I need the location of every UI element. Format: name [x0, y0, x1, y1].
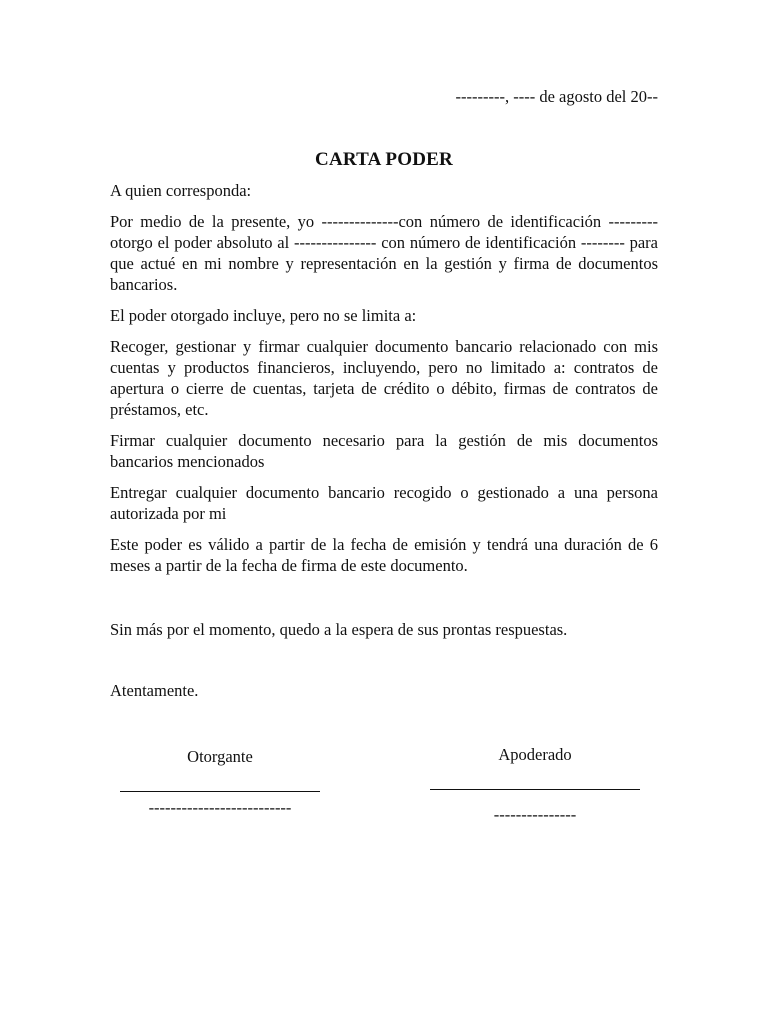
- paragraph-scope-sign: Firmar cualquier documento necesario para la gestión de mis documentos bancarios mencionados: [110, 431, 658, 471]
- paragraph-scope-deliver: Entregar cualquier documento bancario recogido o gestionado a una persona autorizada por mi: [110, 483, 658, 523]
- paragraph-grant: Por medio de la presente, yo --------------con número de identificación --------- otorgo el poder absoluto al --------------- con número de identificación -------- para que actué en mi nombre y representación en la gestión y firma de documentos bancarios.: [110, 212, 658, 294]
- signature-name-otorgante: --------------------------: [148, 798, 292, 817]
- signature-label-otorgante: Otorgante: [187, 747, 253, 766]
- signature-line-apoderado: [430, 789, 640, 790]
- document-title: CARTA PODER: [315, 149, 453, 170]
- salutation: A quien corresponda:: [110, 181, 252, 200]
- paragraph-scope-intro: El poder otorgado incluye, pero no se limita a:: [110, 306, 417, 325]
- date-line: ---------, ---- de agosto del 20--: [455, 87, 658, 106]
- signature-name-apoderado: ---------------: [493, 805, 577, 824]
- paragraph-scope-collect: Recoger, gestionar y firmar cualquier documento bancario relacionado con mis cuentas y productos financieros, incluyendo, pero no limitado a: contratos de apertura o cierre de cuentas, tarjeta de crédito o débito, firmas de contratos de préstamos, etc.: [110, 337, 658, 419]
- signature-label-apoderado: Apoderado: [498, 745, 572, 764]
- signature-block-apoderado: [430, 744, 640, 825]
- sign-off: Atentamente.: [110, 681, 199, 700]
- paragraph-validity: Este poder es válido a partir de la fecha de emisión y tendrá una duración de 6 meses a partir de la fecha de firma de este documento.: [110, 535, 658, 575]
- letter-body: [110, 180, 658, 586]
- closing-line: Sin más por el momento, quedo a la espera de sus prontas respuestas.: [110, 620, 568, 639]
- signature-block-otorgante: [120, 746, 320, 818]
- signature-line-otorgante: [120, 791, 320, 792]
